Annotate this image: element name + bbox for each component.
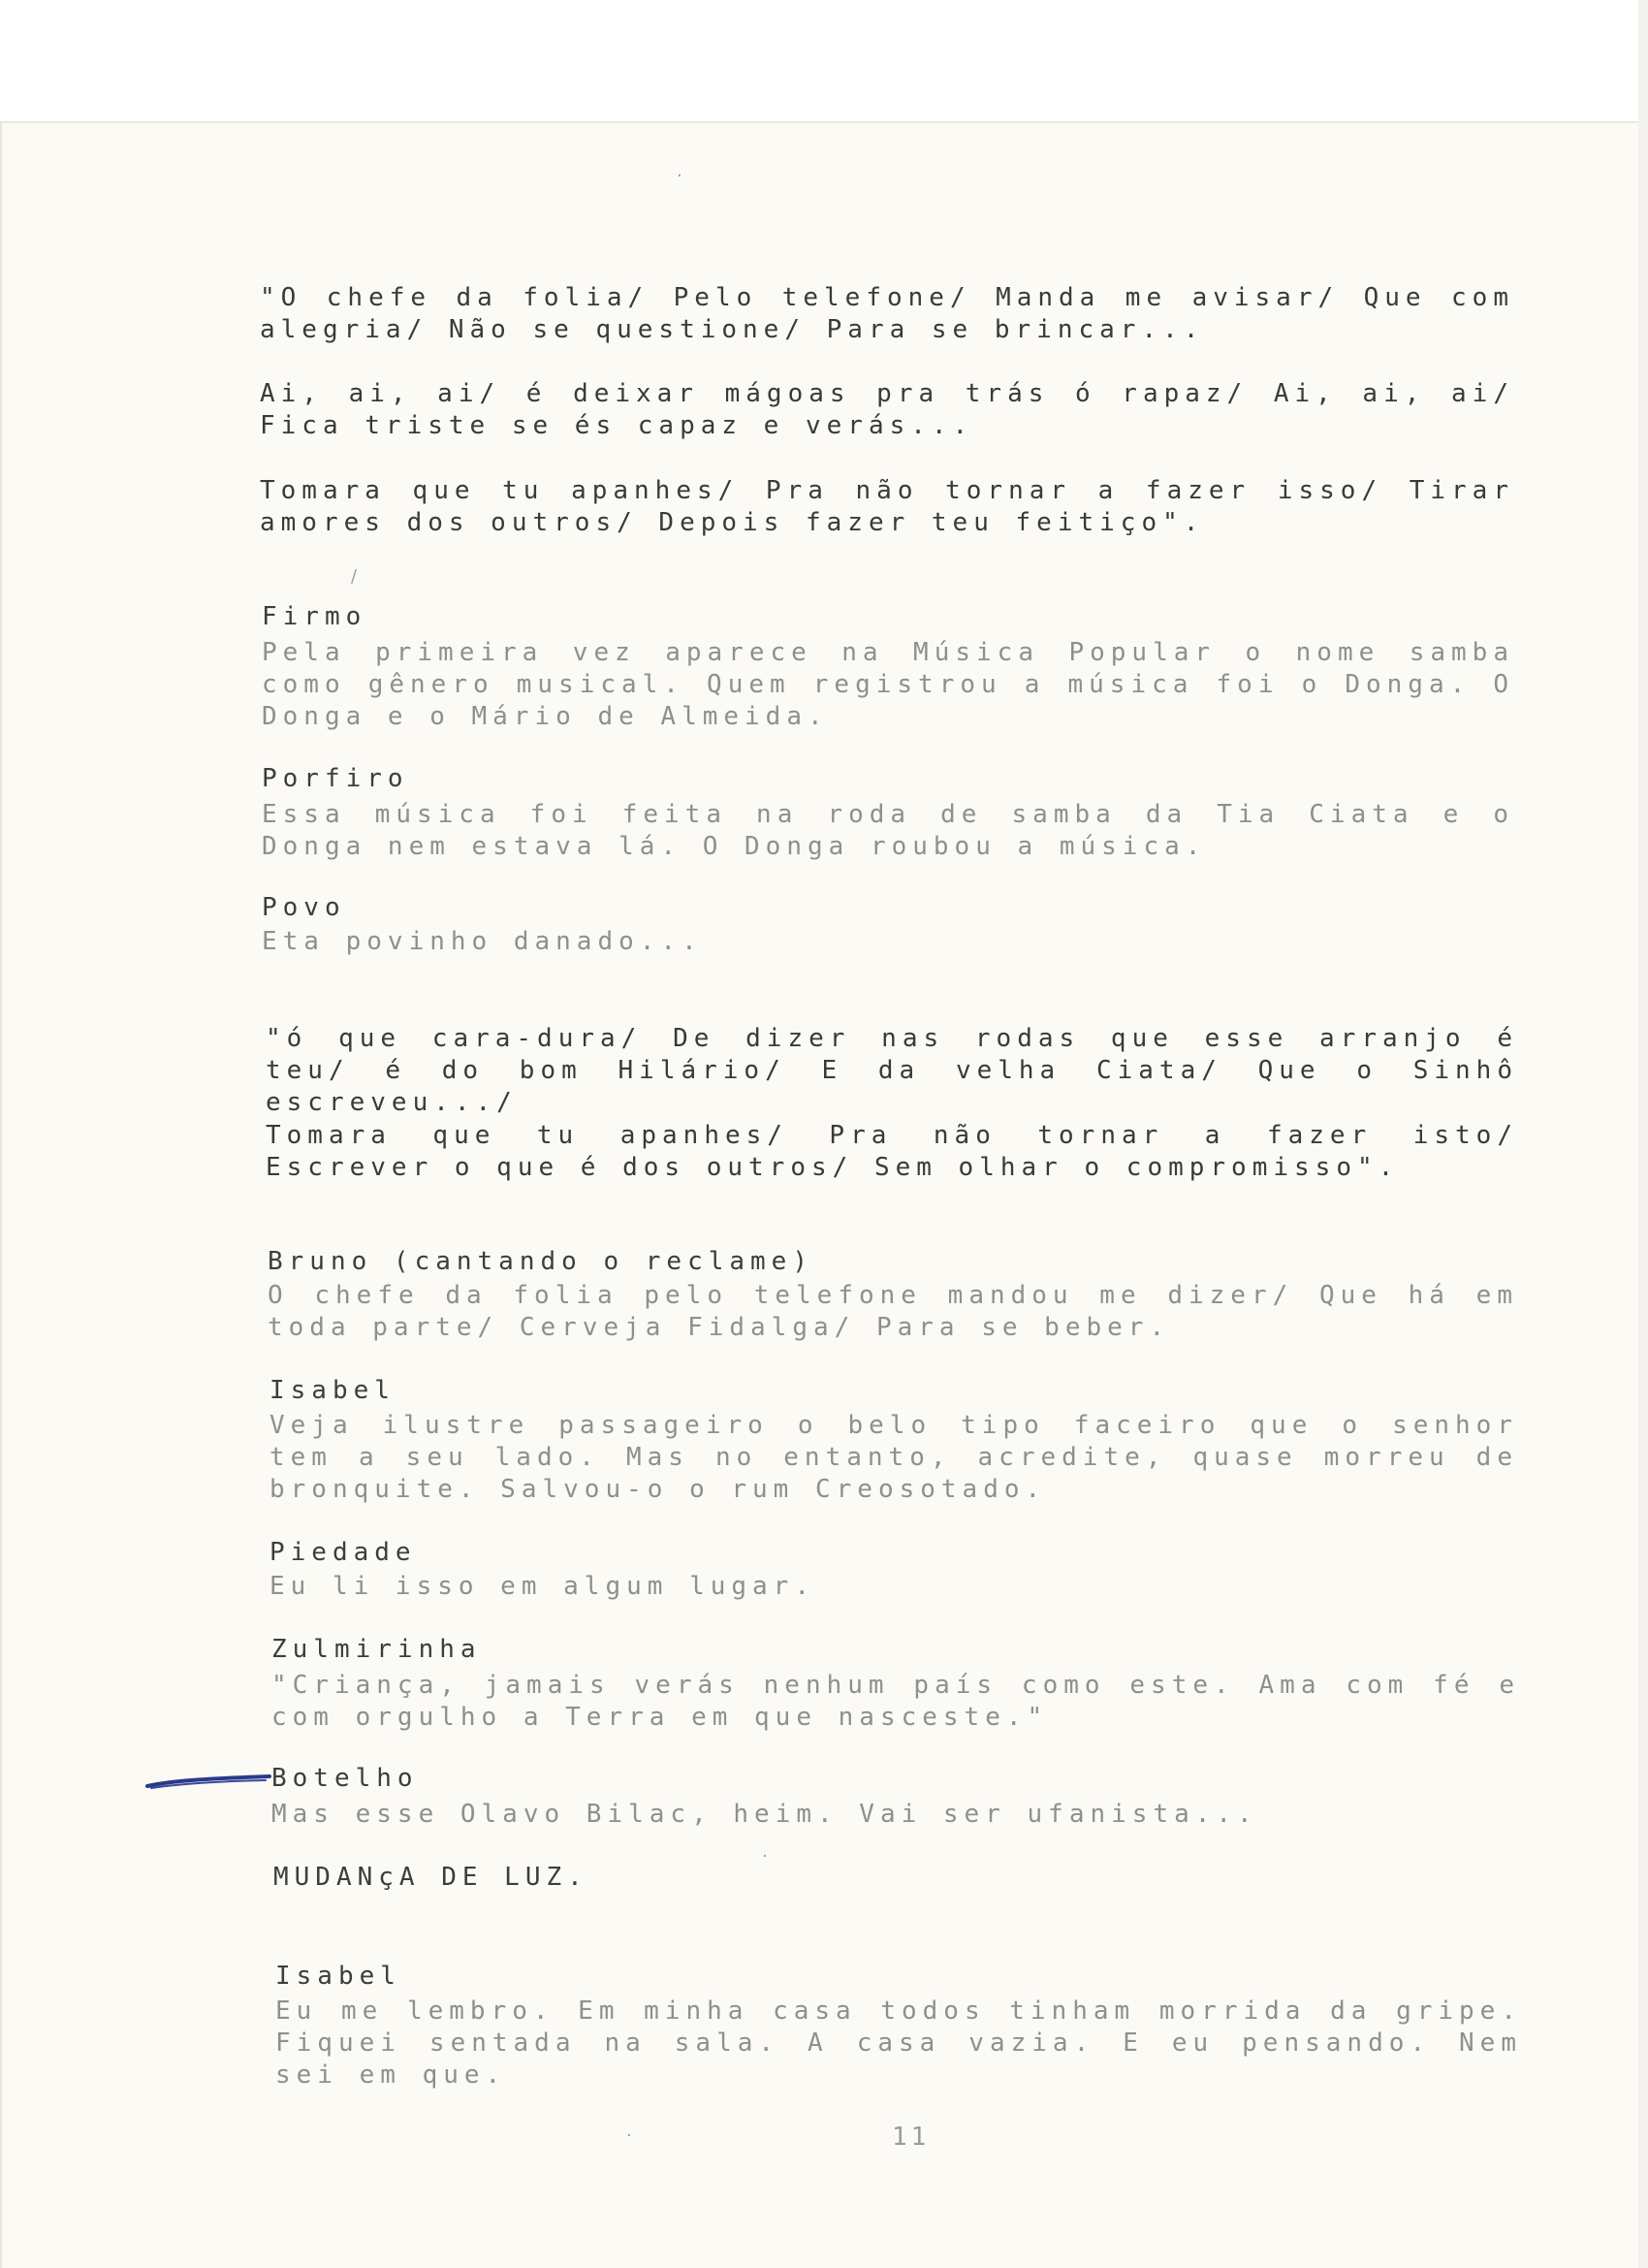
dialogue-line: Eu li isso em algum lugar. bbox=[269, 1572, 815, 1601]
dialogue-line: Eu me lembro. Em minha casa todos tinham morrida da gripe. Fiquei sentada na sala. A casa vazia. E eu pensando. Nem sei em que. bbox=[275, 1996, 1522, 2090]
speaker-name: Povo bbox=[262, 893, 346, 922]
dialogue-line: Mas esse Olavo Bilac, heim. Vai ser ufanista... bbox=[271, 1800, 1258, 1829]
ink-speck: · bbox=[762, 1846, 774, 1867]
dialogue-line: Veja ilustre passageiro o belo tipo faceiro que o senhor tem a seu lado. Mas no entanto, acredite, quase morreu de bronquite. Salvou-o o rum Creosotado. bbox=[269, 1411, 1518, 1504]
dialogue-line: "Criança, jamais verás nenhum país como este. Ama com fé e com orgulho a Terra em que nasceste." bbox=[271, 1671, 1520, 1732]
lyric-stanza: Ai, ai, ai/ é deixar mágoas pra trás ó rapaz/ Ai, ai, ai/ Fica triste se és capaz e verás... bbox=[260, 379, 1514, 440]
dialogue-line: Essa música foi feita na roda de samba da Tia Ciata e o Donga nem estava lá. O Donga roubou a música. bbox=[262, 800, 1514, 861]
speaker-name: Zulmirinha bbox=[271, 1635, 482, 1664]
speaker-name: Bruno (cantando o reclame) bbox=[268, 1247, 813, 1276]
speaker-name: Isabel bbox=[269, 1376, 396, 1405]
speaker-name: Isabel bbox=[275, 1962, 401, 1991]
lyric-stanza: Tomara que tu apanhes/ Pra não tornar a fazer isto/ Escrever o que é dos outros/ Sem olhar o compromisso". bbox=[266, 1121, 1518, 1182]
speaker-name: Botelho bbox=[271, 1764, 419, 1793]
ink-speck: · bbox=[626, 2125, 638, 2146]
stage-direction: MUDANçA DE LUZ. bbox=[273, 1863, 588, 1892]
ink-speck: · bbox=[677, 166, 688, 186]
page-number: 11 bbox=[892, 2123, 931, 2152]
pen-stroke-mark bbox=[145, 1767, 273, 1792]
speaker-name: Firmo bbox=[262, 602, 367, 631]
ink-speck: / bbox=[351, 566, 364, 587]
dialogue-line: O chefe da folia pelo telefone mandou me dizer/ Que há em toda parte/ Cerveja Fidalga/ Para se beber. bbox=[268, 1281, 1518, 1342]
speaker-name: Piedade bbox=[269, 1538, 417, 1567]
lyric-stanza: "ó que cara-dura/ De dizer nas rodas que esse arranjo é teu/ é do bom Hilário/ E da velha Ciata/ Que o Sinhô escreveu.../ bbox=[266, 1024, 1518, 1117]
lyric-stanza: Tomara que tu apanhes/ Pra não tornar a fazer isso/ Tirar amores dos outros/ Depois fazer teu feitiço". bbox=[260, 476, 1514, 537]
dialogue-line: Eta povinho danado... bbox=[262, 927, 703, 956]
speaker-name: Porfiro bbox=[262, 764, 409, 793]
dialogue-line: Pela primeira vez aparece na Música Popular o nome samba como gênero musical. Quem registrou a música foi o Donga. O Donga e o Mário de Almeida. bbox=[262, 638, 1514, 731]
lyric-stanza: "O chefe da folia/ Pelo telefone/ Manda me avisar/ Que com alegria/ Não se questione/ Para se brincar... bbox=[260, 283, 1514, 344]
